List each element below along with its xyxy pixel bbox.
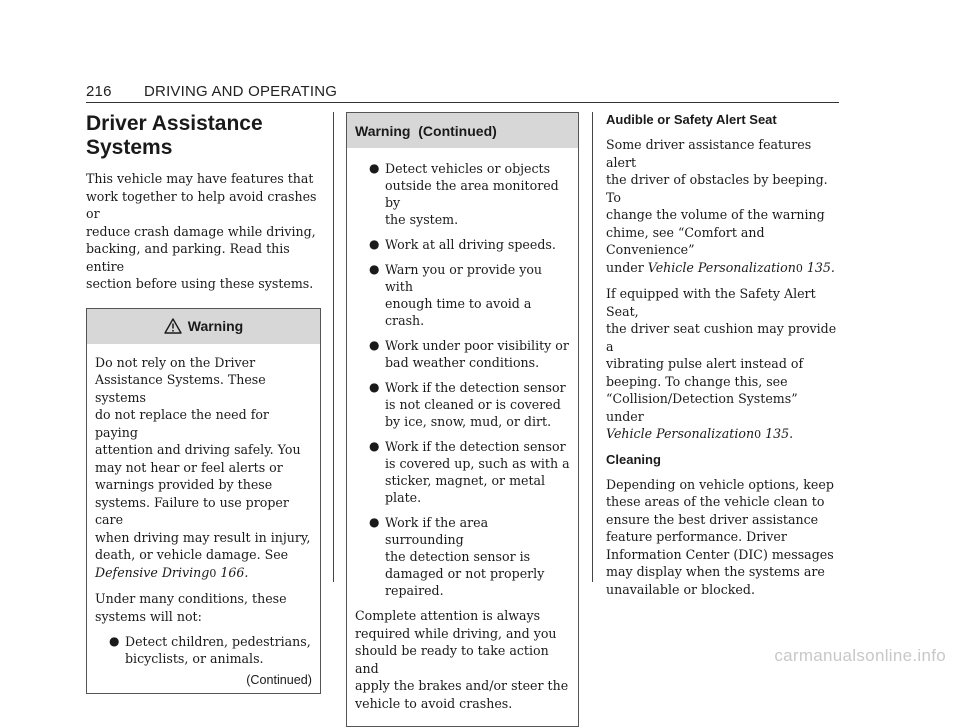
xref-arrow-icon: 0 xyxy=(209,566,217,580)
list-item: ● Work under poor visibility or bad weather conditions. xyxy=(369,338,569,370)
continued-label: (Continued) xyxy=(246,673,312,687)
warning-closing-paragraph: Complete attention is always required while driving, and you should be ready to take action and apply the brakes and/or steer the vehicle to avoid crashes. xyxy=(355,608,569,711)
section-title: DRIVING AND OPERATING xyxy=(144,83,338,100)
warning-paragraph: Do not rely on the Driver Assistance Systems. These systems do not replace the need for paying attention and driving safely. You may not hear or feel alerts or warnings provided by these systems. Failure to use proper care when driving may result in injury, death, or vehicle damage. See Defensive Driving0 166. xyxy=(95,354,311,580)
page-title: Driver Assistance Systems xyxy=(86,112,263,159)
warning-box xyxy=(86,308,321,695)
column-1 xyxy=(86,112,321,694)
list-item: ● Work if the detection sensor is covered up, such as with a sticker, magnet, or metal plate. xyxy=(369,439,570,505)
warning-paragraph: Under many conditions, these systems will not: xyxy=(95,591,287,624)
bullet-icon: ● xyxy=(369,439,380,453)
xref-link[interactable]: Vehicle Personalization xyxy=(647,259,796,275)
warning-body xyxy=(87,344,320,694)
subheading-cleaning: Cleaning xyxy=(606,451,661,467)
xref-arrow-icon: 0 xyxy=(754,428,762,441)
bullet-icon: ● xyxy=(369,161,380,175)
xref-page[interactable]: 166. xyxy=(220,564,249,580)
header-rule xyxy=(86,102,839,103)
list-item: ● Warn you or provide you with enough time to avoid a crash. xyxy=(369,262,543,328)
page-header xyxy=(86,82,839,104)
warning-continued-body xyxy=(347,148,578,726)
paragraph: Depending on vehicle options, keep these areas of the vehicle clean to ensure the best driver assistance feature performance. Driver Information Center (DIC) messages may display when the systems are unavailable or blocked. xyxy=(606,476,834,597)
bullet-icon: ● xyxy=(369,515,380,529)
column-2 xyxy=(346,112,579,727)
intro-paragraph: This vehicle may have features that work together to help avoid crashes or reduce crash damage while driving, backing, and parking. Read this entire section before using these systems. xyxy=(86,171,317,291)
warning-bullet-list xyxy=(95,633,312,667)
page-number: 216 xyxy=(86,83,112,100)
xref-arrow-icon: 0 xyxy=(795,261,803,275)
warning-continued-box xyxy=(346,112,579,727)
column-divider xyxy=(592,112,593,582)
bullet-icon: ● xyxy=(369,237,380,251)
xref-page[interactable]: 135. xyxy=(765,426,794,441)
bullet-icon: ● xyxy=(109,634,120,648)
xref-page[interactable]: 135. xyxy=(806,259,835,275)
list-item: ● Detect children, pedestrians, bicyclists, or animals. xyxy=(109,634,311,666)
warning-continued-header xyxy=(347,113,578,148)
watermark: carmanualsonline.info xyxy=(774,646,946,665)
paragraph: Some driver assistance features alert the driver of obstacles by beeping. To change the volume of the warning chime, see “Comfort and Convenience” under Vehicle Personalization0 135. xyxy=(606,137,835,275)
paragraph: If equipped with the Safety Alert Seat, the driver seat cushion may provide a vibrating pulse alert instead of beeping. To change this, see “Collision/Detection Systems” under Vehicle Personalization0 135. xyxy=(606,286,837,441)
warning-header xyxy=(87,309,320,344)
bullet-icon: ● xyxy=(369,380,380,394)
list-item: ● Work if the detection sensor is not cleaned or is covered by ice, snow, mud, or dirt. xyxy=(369,380,566,429)
bullet-icon: ● xyxy=(369,338,380,352)
list-item: ● Work if the area surrounding the detection sensor is damaged or not properly repaired. xyxy=(369,515,545,598)
warning-triangle-icon xyxy=(164,318,182,334)
column-3 xyxy=(606,112,838,606)
list-item: ● Detect vehicles or objects outside the area monitored by the system. xyxy=(369,161,559,227)
bullet-icon: ● xyxy=(369,262,380,276)
warning-title: Warning xyxy=(187,318,244,334)
xref-link[interactable]: Vehicle Personalization xyxy=(606,426,755,441)
warning-continued-title: Warning (Continued) xyxy=(355,122,497,139)
warning-bullet-list xyxy=(355,160,570,599)
list-item: ● Work at all driving speeds. xyxy=(369,237,556,252)
xref-link[interactable]: Defensive Driving xyxy=(95,564,210,580)
subheading-safety-alert-seat: Audible or Safety Alert Seat xyxy=(606,112,777,127)
column-divider xyxy=(333,112,334,582)
